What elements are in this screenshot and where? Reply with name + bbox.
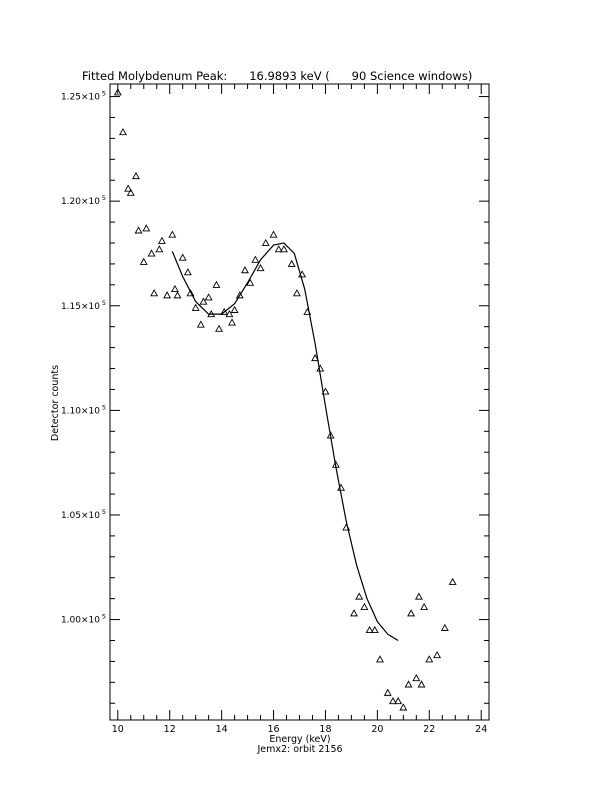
data-point bbox=[263, 240, 269, 246]
data-point bbox=[361, 604, 367, 610]
data-point bbox=[156, 246, 162, 252]
data-point bbox=[231, 307, 237, 313]
x-tick-label: 20 bbox=[371, 724, 384, 735]
data-point bbox=[418, 681, 424, 687]
x-tick-label: 12 bbox=[163, 724, 176, 735]
y-tick-exponent: 5 bbox=[101, 612, 106, 621]
data-point bbox=[343, 524, 349, 530]
data-point bbox=[317, 365, 323, 371]
data-point bbox=[198, 321, 204, 327]
y-axis-label: Detector counts bbox=[50, 364, 61, 442]
data-point bbox=[270, 231, 276, 237]
data-point bbox=[434, 652, 440, 658]
x-axis bbox=[112, 84, 488, 735]
data-point bbox=[385, 690, 391, 696]
data-point bbox=[449, 579, 455, 585]
data-point bbox=[257, 265, 263, 271]
data-point bbox=[294, 290, 300, 296]
x-tick-label: 16 bbox=[267, 724, 280, 735]
x-tick-label: 24 bbox=[475, 724, 488, 735]
data-point bbox=[151, 290, 157, 296]
y-tick-label: 1.15×10 bbox=[60, 301, 100, 312]
data-point bbox=[242, 267, 248, 273]
data-point bbox=[216, 326, 222, 332]
x-tick-label: 14 bbox=[215, 724, 228, 735]
data-point bbox=[413, 675, 419, 681]
data-point bbox=[179, 254, 185, 260]
sub-caption: Jemx2: orbit 2156 bbox=[257, 744, 343, 755]
data-point bbox=[133, 173, 139, 179]
data-point bbox=[405, 681, 411, 687]
y-tick-label: 1.10×10 bbox=[60, 406, 100, 417]
plot-frame bbox=[110, 84, 489, 720]
y-tick-exponent: 5 bbox=[101, 403, 106, 412]
data-point bbox=[416, 593, 422, 599]
data-point bbox=[289, 261, 295, 267]
y-tick-exponent: 5 bbox=[101, 89, 106, 98]
data-point bbox=[120, 129, 126, 135]
data-point bbox=[442, 625, 448, 631]
y-tick-label: 1.00×10 bbox=[60, 615, 100, 626]
data-point bbox=[395, 698, 401, 704]
x-tick-label: 10 bbox=[111, 724, 124, 735]
data-point bbox=[187, 290, 193, 296]
data-point bbox=[192, 305, 198, 311]
y-tick-exponent: 5 bbox=[101, 507, 106, 516]
data-point bbox=[128, 190, 134, 196]
data-point bbox=[169, 231, 175, 237]
data-point bbox=[164, 292, 170, 298]
y-tick-label: 1.25×10 bbox=[60, 92, 100, 103]
data-point bbox=[426, 656, 432, 662]
y-tick-label: 1.20×10 bbox=[60, 197, 100, 208]
data-point bbox=[148, 250, 154, 256]
data-point bbox=[159, 238, 165, 244]
y-axis bbox=[61, 90, 489, 704]
data-point bbox=[141, 259, 147, 265]
data-point bbox=[172, 286, 178, 292]
y-tick-label: 1.05×10 bbox=[60, 510, 100, 521]
data-point bbox=[377, 656, 383, 662]
data-point bbox=[356, 593, 362, 599]
data-point bbox=[421, 604, 427, 610]
data-point bbox=[205, 294, 211, 300]
x-tick-label: 18 bbox=[319, 724, 332, 735]
data-point bbox=[185, 269, 191, 275]
data-point bbox=[281, 246, 287, 252]
data-point bbox=[400, 704, 406, 710]
data-point bbox=[372, 627, 378, 633]
data-point bbox=[213, 282, 219, 288]
data-point bbox=[351, 610, 357, 616]
data-point bbox=[229, 319, 235, 325]
data-point bbox=[252, 257, 258, 263]
x-axis-label: Energy (keV) bbox=[269, 734, 331, 745]
x-tick-label: 22 bbox=[423, 724, 436, 735]
y-tick-exponent: 5 bbox=[101, 298, 106, 307]
data-point bbox=[135, 227, 141, 233]
data-points-series bbox=[115, 89, 456, 710]
data-point bbox=[408, 610, 414, 616]
data-point bbox=[143, 225, 149, 231]
chart-title: Fitted Molybdenum Peak: 16.9893 keV ( 90 Science windows) bbox=[82, 69, 473, 83]
data-point bbox=[174, 292, 180, 298]
y-tick-exponent: 5 bbox=[101, 194, 106, 203]
